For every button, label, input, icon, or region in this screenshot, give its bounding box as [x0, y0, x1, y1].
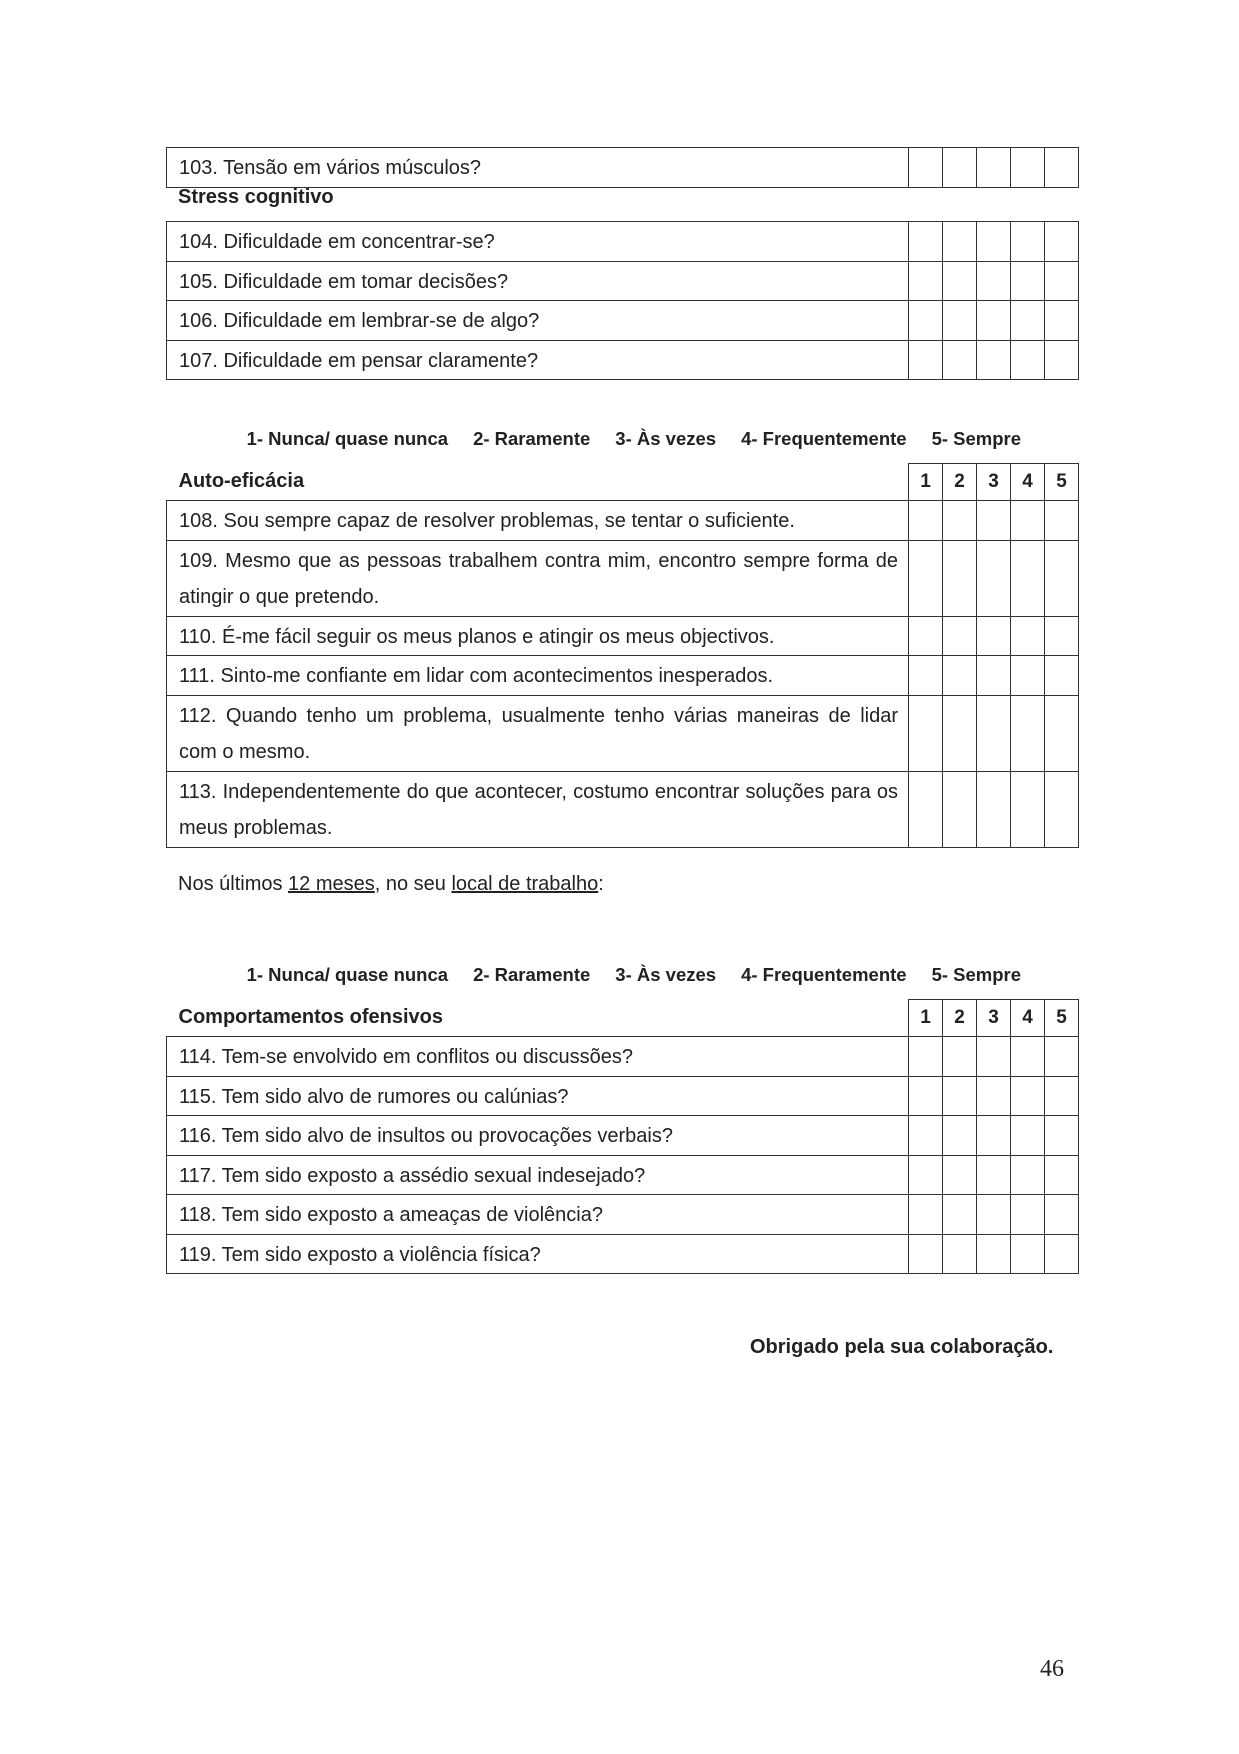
answer-box-5[interactable] — [1045, 261, 1079, 301]
answer-box-2[interactable] — [943, 261, 977, 301]
answer-box-1[interactable] — [909, 1234, 943, 1274]
table-row — [167, 656, 1079, 696]
table-row — [167, 340, 1079, 380]
answer-box-5[interactable] — [1045, 1155, 1079, 1195]
answer-box-2[interactable] — [943, 1195, 977, 1235]
intro-pre: Nos últimos — [178, 873, 289, 895]
column-header-1: 1 — [909, 1000, 943, 1037]
intro-period: 12 meses — [288, 873, 375, 895]
intro-post: : — [598, 873, 604, 895]
answer-box-4[interactable] — [1011, 1037, 1045, 1077]
question-text: 114. Tem-se envolvido em conflitos ou discussões? — [167, 1037, 909, 1077]
question-text: 109. Mesmo que as pessoas trabalhem contra mim, encontro sempre forma de atingir o que pretendo. — [167, 540, 909, 616]
answer-box-4[interactable] — [1011, 222, 1045, 262]
section-title-auto-eficacia: Auto-eficácia — [178, 470, 305, 493]
timeframe-intro — [178, 873, 604, 896]
answer-box-5[interactable] — [1045, 1076, 1079, 1116]
scale-option-2: 2- Raramente — [473, 964, 591, 985]
question-text: 112. Quando tenho um problema, usualmente tenho várias maneiras de lidar com o mesmo. — [167, 695, 909, 771]
answer-box-1[interactable] — [909, 1195, 943, 1235]
answer-box-2[interactable] — [943, 1037, 977, 1077]
table-item-103 — [166, 147, 1079, 188]
table-row — [167, 501, 1079, 541]
answer-box-2[interactable] — [943, 1076, 977, 1116]
question-text: 119. Tem sido exposto a violência física? — [167, 1234, 909, 1274]
answer-box-2[interactable] — [943, 301, 977, 341]
answer-box-2[interactable] — [943, 695, 977, 771]
table-row — [167, 1037, 1079, 1077]
question-text: 116. Tem sido alvo de insultos ou provocações verbais? — [167, 1116, 909, 1156]
column-header-2: 2 — [943, 464, 977, 501]
answer-box-1[interactable] — [909, 301, 943, 341]
answer-box-3[interactable] — [977, 616, 1011, 656]
thanks-message: Obrigado pela sua colaboração. — [750, 1336, 1054, 1358]
answer-box-5[interactable] — [1045, 1234, 1079, 1274]
answer-box-2[interactable] — [943, 340, 977, 380]
question-text: 115. Tem sido alvo de rumores ou calúnias? — [167, 1076, 909, 1116]
column-header-3: 3 — [977, 464, 1011, 501]
answer-box-1[interactable] — [909, 1116, 943, 1156]
scale-option-1: 1- Nunca/ quase nunca — [246, 428, 449, 449]
column-header-5: 5 — [1045, 464, 1079, 501]
answer-box-1[interactable] — [909, 222, 943, 262]
scale-option-5: 5- Sempre — [931, 428, 1022, 449]
answer-box-4[interactable] — [1011, 616, 1045, 656]
answer-box-4[interactable] — [1011, 501, 1045, 541]
question-text: 104. Dificuldade em concentrar-se? — [167, 222, 909, 262]
answer-box-1[interactable] — [909, 656, 943, 696]
answer-box-3[interactable] — [977, 1037, 1011, 1077]
question-text: 118. Tem sido exposto a ameaças de violência? — [167, 1195, 909, 1235]
scale-option-4: 4- Frequentemente — [741, 964, 907, 985]
column-header-2: 2 — [943, 1000, 977, 1037]
question-text: 106. Dificuldade em lembrar-se de algo? — [167, 301, 909, 341]
answer-box-4[interactable] — [1011, 1195, 1045, 1235]
table-row — [167, 771, 1079, 847]
column-header-3: 3 — [977, 1000, 1011, 1037]
scale-option-4: 4- Frequentemente — [741, 428, 907, 449]
answer-box-3[interactable] — [977, 261, 1011, 301]
answer-box-5[interactable] — [1045, 1195, 1079, 1235]
question-text: 113. Independentemente do que acontecer, costumo encontrar soluções para os meus problemas. — [167, 771, 909, 847]
scale-option-5: 5- Sempre — [931, 964, 1022, 985]
intro-location: local de trabalho — [451, 873, 599, 895]
answer-box-2[interactable] — [943, 540, 977, 616]
table-stress-cognitivo — [166, 221, 1079, 380]
answer-box-5[interactable] — [1045, 771, 1079, 847]
answer-box-4[interactable] — [1011, 148, 1045, 188]
answer-box-5[interactable] — [1045, 695, 1079, 771]
answer-box-2[interactable] — [943, 771, 977, 847]
section-title-comportamentos: Comportamentos ofensivos — [178, 1006, 443, 1029]
table-row — [167, 222, 1079, 262]
table-row — [167, 1116, 1079, 1156]
question-text: 110. É-me fácil seguir os meus planos e atingir os meus objectivos. — [167, 616, 909, 656]
answer-box-1[interactable] — [909, 616, 943, 656]
scale-option-2: 2- Raramente — [473, 428, 591, 449]
answer-box-2[interactable] — [943, 501, 977, 541]
page-number: 46 — [1040, 1656, 1064, 1682]
answer-box-4[interactable] — [1011, 301, 1045, 341]
answer-box-1[interactable] — [909, 695, 943, 771]
answer-box-4[interactable] — [1011, 656, 1045, 696]
answer-box-3[interactable] — [977, 1116, 1011, 1156]
question-text: 107. Dificuldade em pensar claramente? — [167, 340, 909, 380]
question-text: 105. Dificuldade em tomar decisões? — [167, 261, 909, 301]
table-row — [167, 540, 1079, 616]
answer-box-5[interactable] — [1045, 301, 1079, 341]
answer-box-4[interactable] — [1011, 261, 1045, 301]
answer-box-1[interactable] — [909, 148, 943, 188]
answer-box-3[interactable] — [977, 1234, 1011, 1274]
column-header-4: 4 — [1011, 1000, 1045, 1037]
intro-mid: , no seu — [374, 873, 452, 895]
answer-box-3[interactable] — [977, 501, 1011, 541]
answer-box-5[interactable] — [1045, 656, 1079, 696]
table-row — [167, 1234, 1079, 1274]
answer-box-5[interactable] — [1045, 148, 1079, 188]
answer-box-5[interactable] — [1045, 1116, 1079, 1156]
answer-box-5[interactable] — [1045, 222, 1079, 262]
answer-box-5[interactable] — [1045, 340, 1079, 380]
answer-box-2[interactable] — [943, 616, 977, 656]
answer-box-4[interactable] — [1011, 1155, 1045, 1195]
table-row — [167, 1195, 1079, 1235]
scale-option-1: 1- Nunca/ quase nunca — [246, 964, 449, 985]
answer-box-1[interactable] — [909, 340, 943, 380]
answer-box-3[interactable] — [977, 656, 1011, 696]
answer-box-5[interactable] — [1045, 501, 1079, 541]
answer-box-2[interactable] — [943, 148, 977, 188]
answer-box-1[interactable] — [909, 771, 943, 847]
column-header-5: 5 — [1045, 1000, 1079, 1037]
table-row — [167, 1076, 1079, 1116]
table-header-row — [167, 464, 1079, 501]
answer-box-2[interactable] — [943, 1116, 977, 1156]
table-row — [167, 261, 1079, 301]
answer-box-1[interactable] — [909, 1037, 943, 1077]
answer-box-1[interactable] — [909, 501, 943, 541]
answer-box-3[interactable] — [977, 695, 1011, 771]
answer-box-5[interactable] — [1045, 1037, 1079, 1077]
column-header-1: 1 — [909, 464, 943, 501]
scale-option-3: 3- Às vezes — [615, 964, 717, 985]
scale-option-3: 3- Às vezes — [615, 428, 717, 449]
answer-box-4[interactable] — [1011, 771, 1045, 847]
answer-box-1[interactable] — [909, 540, 943, 616]
answer-box-4[interactable] — [1011, 1234, 1045, 1274]
table-row — [167, 301, 1079, 341]
table-row — [167, 148, 1079, 188]
answer-box-3[interactable] — [977, 1076, 1011, 1116]
answer-box-3[interactable] — [977, 1155, 1011, 1195]
question-text: 103. Tensão em vários músculos? — [167, 148, 909, 188]
answer-box-2[interactable] — [943, 656, 977, 696]
question-text: 117. Tem sido exposto a assédio sexual indesejado? — [167, 1155, 909, 1195]
answer-box-3[interactable] — [977, 148, 1011, 188]
table-auto-eficacia — [166, 463, 1079, 848]
answer-box-3[interactable] — [977, 222, 1011, 262]
answer-box-1[interactable] — [909, 261, 943, 301]
answer-box-4[interactable] — [1011, 695, 1045, 771]
answer-box-3[interactable] — [977, 1195, 1011, 1235]
table-row — [167, 695, 1079, 771]
answer-box-1[interactable] — [909, 1155, 943, 1195]
column-header-4: 4 — [1011, 464, 1045, 501]
answer-box-4[interactable] — [1011, 1116, 1045, 1156]
table-row — [167, 1155, 1079, 1195]
answer-box-4[interactable] — [1011, 1076, 1045, 1116]
answer-box-3[interactable] — [977, 540, 1011, 616]
answer-box-5[interactable] — [1045, 616, 1079, 656]
answer-box-4[interactable] — [1011, 340, 1045, 380]
answer-box-2[interactable] — [943, 222, 977, 262]
table-row — [167, 616, 1079, 656]
answer-box-3[interactable] — [977, 301, 1011, 341]
answer-box-4[interactable] — [1011, 540, 1045, 616]
answer-box-5[interactable] — [1045, 540, 1079, 616]
answer-box-2[interactable] — [943, 1155, 977, 1195]
table-comportamentos-ofensivos — [166, 999, 1079, 1274]
answer-box-2[interactable] — [943, 1234, 977, 1274]
question-text: 108. Sou sempre capaz de resolver problemas, se tentar o suficiente. — [167, 501, 909, 541]
answer-box-3[interactable] — [977, 340, 1011, 380]
table-header-row — [167, 1000, 1079, 1037]
section-title-stress-cognitivo: Stress cognitivo — [178, 186, 334, 208]
question-text: 111. Sinto-me confiante em lidar com acontecimentos inesperados. — [167, 656, 909, 696]
answer-box-3[interactable] — [977, 771, 1011, 847]
answer-box-1[interactable] — [909, 1076, 943, 1116]
